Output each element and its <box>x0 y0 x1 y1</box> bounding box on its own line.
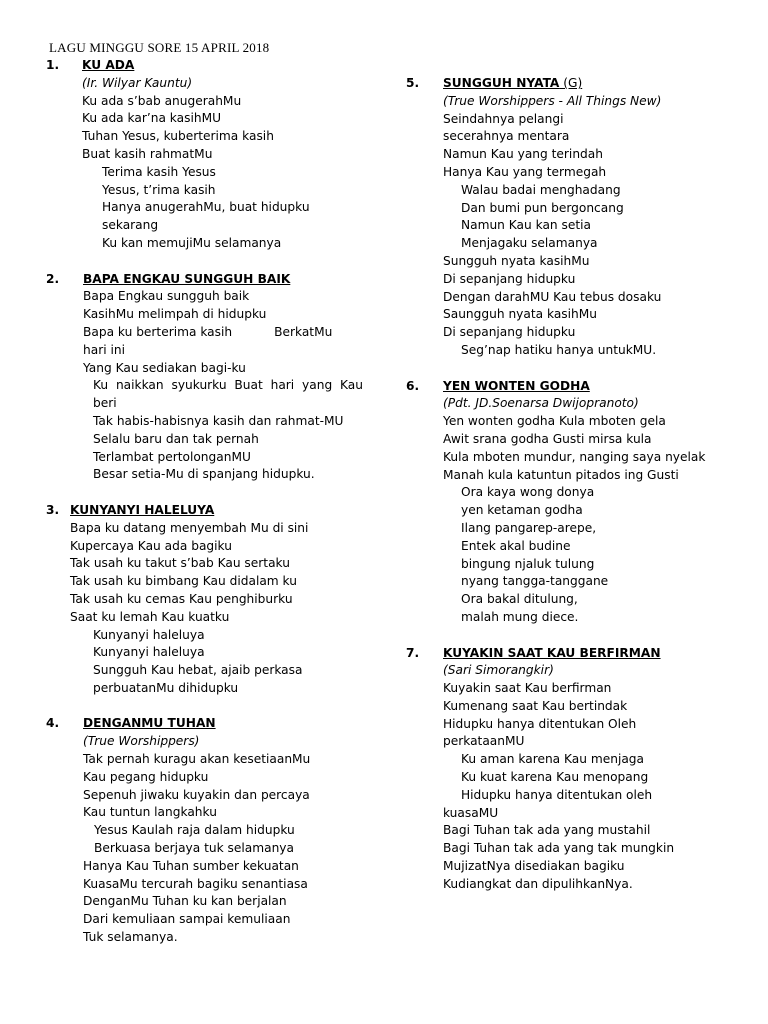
lyric-line: hari ini <box>83 342 125 357</box>
lyric-text: Bapa ku berterima kasih <box>83 324 233 339</box>
lyric-line: Bagi Tuhan tak ada yang tak mungkin <box>443 841 675 856</box>
right-column <box>406 75 726 894</box>
spacer <box>46 698 376 716</box>
lyric-line: Tak pernah kuragu akan kesetiaanMu <box>83 752 311 767</box>
lyric-line: Manah kula katuntun pitados ing Gusti <box>443 467 679 482</box>
lyric-line: Bapa Engkau sungguh baik <box>83 289 250 304</box>
lyric-line: Ku kuat karena Kau menopang <box>461 770 649 785</box>
lyric-line: Dengan darahMU Kau tebus dosaku <box>443 289 662 304</box>
lyric-line: Ku ada s’bab anugerahMu <box>82 93 242 108</box>
song-3 <box>46 502 376 698</box>
lyric-line: Kunyanyi haleluya <box>93 645 205 660</box>
song-author: (True Worshippers - All Things New) <box>443 93 662 108</box>
lyric-line: Tak usah ku cemas Kau penghiburku <box>70 591 293 606</box>
spacer <box>406 627 726 645</box>
lyric-line: Entek akal budine <box>461 538 571 553</box>
lyric-line: Kuyakin saat Kau berfirman <box>443 681 612 696</box>
lyric-line: Ora kaya wong donya <box>461 485 595 500</box>
lyric-line: Namun Kau yang terindah <box>443 147 603 162</box>
song-4 <box>46 715 376 946</box>
lyric-line: Sepenuh jiwaku kuyakin dan percaya <box>83 787 310 802</box>
lyric-line: Hanya anugerahMu, buat hidupku <box>102 200 310 215</box>
spacer <box>46 253 376 271</box>
song-title: DENGANMU TUHAN <box>83 716 216 731</box>
song-number: 7. <box>406 645 420 660</box>
lyric-line: Besar setia-Mu di spanjang hidupku. <box>93 467 315 482</box>
song-title: KU ADA <box>82 58 135 72</box>
song-7 <box>406 645 726 894</box>
lyric-line: Kupercaya Kau ada bagiku <box>70 538 232 553</box>
lyric-line: Ku kan memujiMu selamanya <box>102 235 282 250</box>
lyric-line: Tuhan Yesus, kuberterima kasih <box>82 129 274 144</box>
song-author: (Ir. Wilyar Kauntu) <box>82 75 193 90</box>
song-number: 2. <box>46 271 60 286</box>
lyric-line: Ku ada kar’na kasihMU <box>82 111 222 126</box>
song-5 <box>406 75 726 360</box>
lyric-line: kuasaMU <box>443 805 499 820</box>
song-number: 1. <box>46 58 60 72</box>
left-column <box>46 57 376 947</box>
song-title-text: SUNGGUH NYATA <box>443 76 560 90</box>
lyric-line: Kunyanyi haleluya <box>93 627 205 642</box>
lyric-line: Ku aman karena Kau menjaga <box>461 752 645 767</box>
lyric-line: Tak habis-habisnya kasih dan rahmat-MU <box>93 413 344 428</box>
lyric-line: Saungguh nyata kasihMu <box>443 307 597 322</box>
lyric-line: MujizatNya disediakan bagiku <box>443 859 625 874</box>
song-title: YEN WONTEN GODHA <box>443 378 590 393</box>
lyric-line: bingung njaluk tulung <box>461 556 595 571</box>
lyric-line: Hanya Kau yang termegah <box>443 164 607 179</box>
lyric-line: KuasaMu tercurah bagiku senantiasa <box>83 876 308 891</box>
lyric-line: Yen wonten godha Kula mboten gela <box>443 414 666 429</box>
lyric-line: malah mung diece. <box>461 609 579 624</box>
lyric-line: Terlambat pertolonganMU <box>93 449 251 464</box>
lyric-line: Kula mboten mundur, nanging saya nyelak <box>443 449 706 464</box>
lyric-line: DenganMu Tuhan ku kan berjalan <box>83 894 287 909</box>
song-author: (Pdt. JD.Soenarsa Dwijopranoto) <box>443 396 639 411</box>
song-number: 3. <box>46 502 60 517</box>
spacer <box>46 484 376 502</box>
lyric-line: Hidupku hanya ditentukan oleh <box>461 787 653 802</box>
song-key: (G) <box>559 76 583 90</box>
lyric-line: Menjagaku selamanya <box>461 236 598 251</box>
lyric-line: Awit srana godha Gusti mirsa kula <box>443 431 652 446</box>
lyric-line: Walau badai menghadang <box>461 182 621 197</box>
song-2 <box>46 271 376 485</box>
lyric-line: Seindahnya pelangi <box>443 111 564 126</box>
lyric-line: Kau tuntun langkahku <box>83 805 217 820</box>
song-number: 6. <box>406 378 420 393</box>
lyric-line: Ilang pangarep-arepe, <box>461 520 597 535</box>
page-header: LAGU MINGGU SORE 15 APRIL 2018 <box>49 40 270 55</box>
lyric-text: BerkatMu <box>274 324 333 339</box>
lyric-line: Yang Kau sediakan bagi-ku <box>83 360 246 375</box>
lyric-line: Dari kemuliaan sampai kemuliaan <box>83 912 291 927</box>
lyric-line: Ora bakal ditulung, <box>461 592 578 607</box>
lyric-line: Di sepanjang hidupku <box>443 271 576 286</box>
lyric-line: Saat ku lemah Kau kuatku <box>70 609 230 624</box>
song-number: 5. <box>406 76 420 90</box>
lyric-line: Tak usah ku takut s’bab Kau sertaku <box>70 556 290 571</box>
lyric-line: Namun Kau kan setia <box>461 218 592 233</box>
lyric-line: Yesus, t’rima kasih <box>102 182 216 197</box>
lyric-line: Berkuasa berjaya tuk selamanya <box>94 841 294 856</box>
lyric-line: Bapa ku datang menyembah Mu di sini <box>70 520 309 535</box>
spacer <box>406 360 726 378</box>
lyric-line: perbuatanMu dihidupku <box>93 680 239 695</box>
song-author: (Sari Simorangkir) <box>443 663 554 678</box>
song-title: BAPA ENGKAU SUNGGUH BAIK <box>83 271 291 286</box>
lyric-line: nyang tangga-tanggane <box>461 574 609 589</box>
song-author: (True Worshippers) <box>83 734 200 749</box>
song-1 <box>46 57 376 253</box>
lyric-line: Buat kasih rahmatMu <box>82 146 213 161</box>
song-title: KUYAKIN SAAT KAU BERFIRMAN <box>443 645 661 660</box>
lyric-line: Tuk selamanya. <box>83 930 178 945</box>
lyric-line: Dan bumi pun bergoncang <box>461 200 624 215</box>
lyric-line: yen ketaman godha <box>461 503 583 518</box>
lyric-line: Hanya Kau Tuhan sumber kekuatan <box>83 858 299 873</box>
lyric-line: Kau pegang hidupku <box>83 769 209 784</box>
lyric-line: Kumenang saat Kau bertindak <box>443 698 628 713</box>
lyric-line: Selalu baru dan tak pernah <box>93 431 259 446</box>
lyric-line: Ku naikkan syukurku Buat hari yang Kau beri <box>93 378 363 411</box>
lyric-line <box>83 324 376 342</box>
lyric-line: Sungguh Kau hebat, ajaib perkasa <box>93 663 303 678</box>
lyric-line: Di sepanjang hidupku <box>443 325 576 340</box>
song-title <box>443 75 726 93</box>
lyric-line: Seg’nap hatiku hanya untukMU. <box>461 342 657 357</box>
lyric-line: Sungguh nyata kasihMu <box>443 253 590 268</box>
lyric-line: Hidupku hanya ditentukan Oleh <box>443 716 637 731</box>
song-6 <box>406 378 726 627</box>
lyric-line: Terima kasih Yesus <box>102 164 216 179</box>
lyric-line: Tak usah ku bimbang Kau didalam ku <box>70 574 297 589</box>
song-title: KUNYANYI HALELUYA <box>70 502 215 517</box>
lyric-line: Bagi Tuhan tak ada yang mustahil <box>443 823 651 838</box>
lyric-line: Yesus Kaulah raja dalam hidupku <box>94 823 295 838</box>
lyric-line: secerahnya mentara <box>443 129 570 144</box>
lyric-line: Kudiangkat dan dipulihkanNya. <box>443 876 633 891</box>
lyric-line: perkataanMU <box>443 734 525 749</box>
lyric-line: sekarang <box>102 218 159 233</box>
song-number: 4. <box>46 716 60 731</box>
lyric-line: KasihMu melimpah di hidupku <box>83 307 267 322</box>
